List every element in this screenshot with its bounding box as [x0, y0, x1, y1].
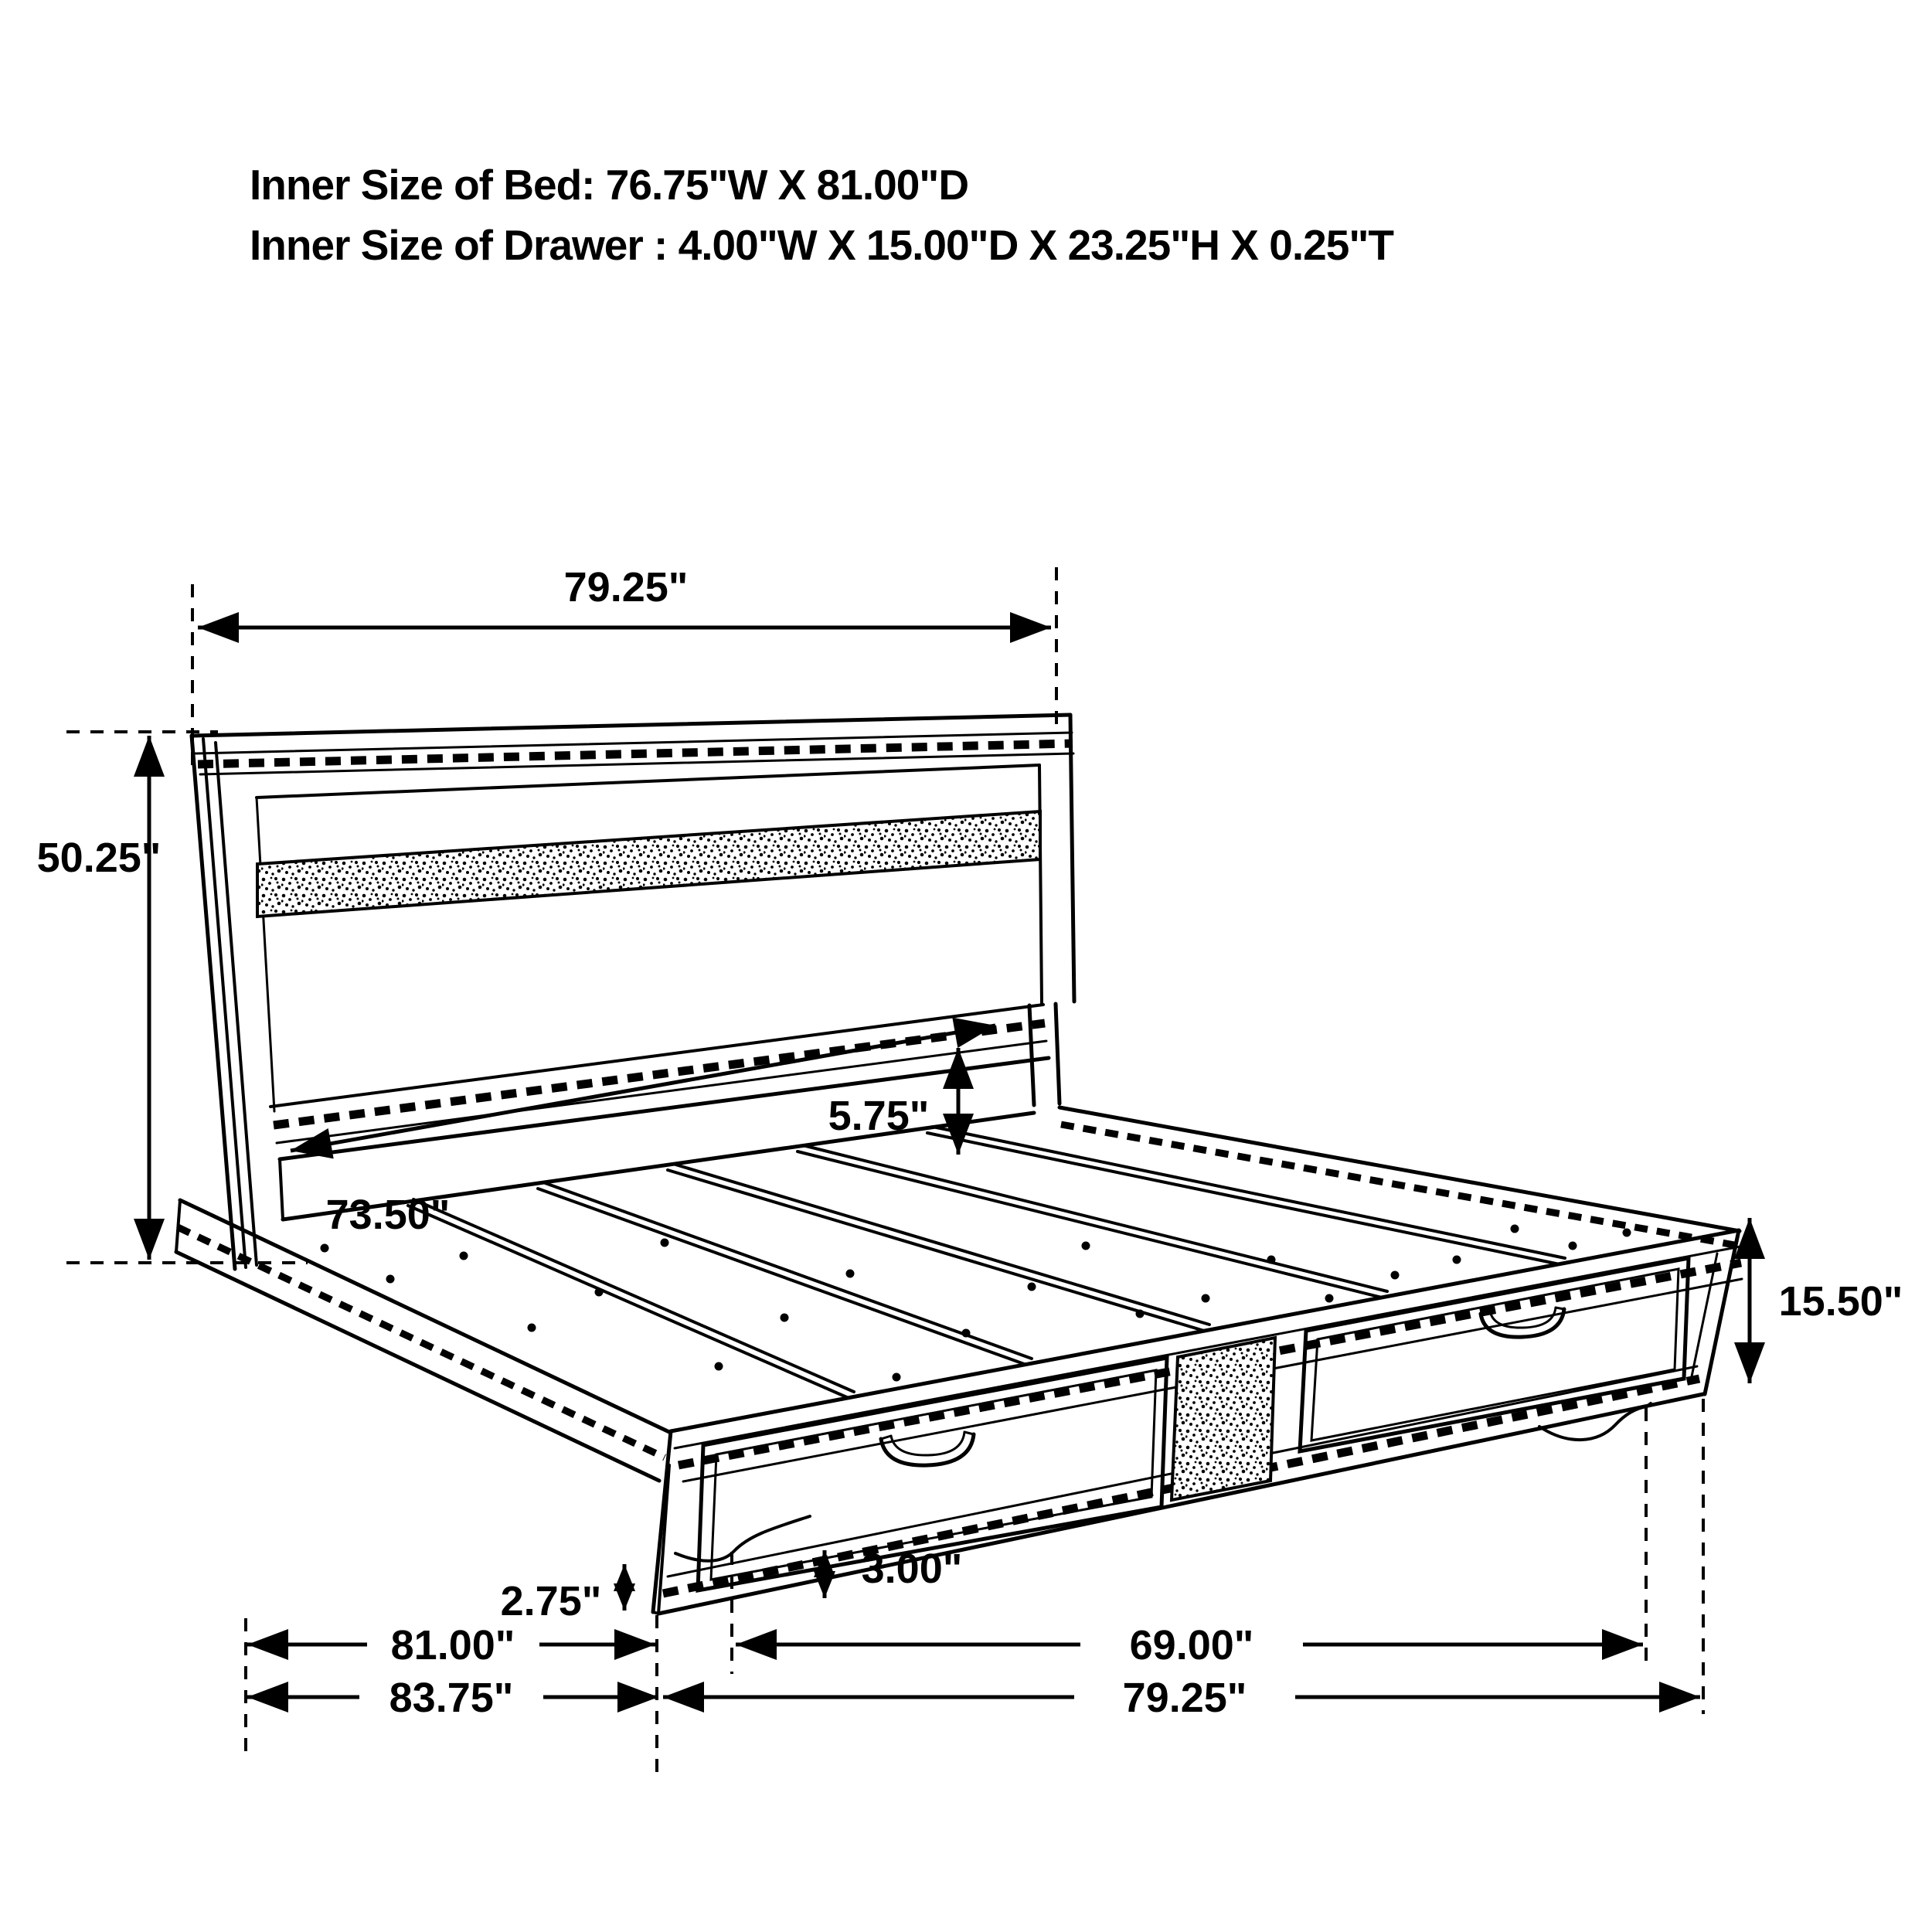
right-side-rail-top [1060, 1107, 1740, 1231]
right-bracket-foot [1539, 1403, 1651, 1440]
dim-label-footboard-height: 15.50" [1778, 1278, 1903, 1325]
dim-label-outer-width: 79.25" [1122, 1675, 1247, 1721]
front-left-leg [653, 1612, 658, 1614]
dim-footboard-height [1750, 1218, 1903, 1383]
dim-headboard-width [198, 564, 1051, 628]
dim-outer-depth [247, 1675, 658, 1721]
dim-rail-clearance [501, 1564, 624, 1624]
title-block [250, 161, 1393, 269]
left-bracket-foot [675, 1516, 810, 1561]
footboard-right-edge [1705, 1230, 1739, 1394]
headboard-top-molding [198, 743, 1073, 764]
headboard-right-leg [1029, 1005, 1034, 1105]
title-line-2: Inner Size of Drawer : 4.00"W X 15.00"D X 23.25"H X 0.25"T [250, 221, 1393, 269]
left-drawer-handle [881, 1432, 974, 1465]
dim-drawer-span [736, 1622, 1643, 1668]
dim-label-outer-depth: 83.75" [389, 1675, 514, 1721]
dim-label-headboard-height: 50.25" [36, 835, 162, 881]
dim-label-rail-clearance: 2.75" [500, 1578, 602, 1624]
dim-label-inner-depth: 81.00" [390, 1622, 515, 1668]
headboard-sparkle-strip [257, 811, 1040, 917]
left-side-rail-molding [178, 1227, 665, 1458]
dim-headboard-height [37, 736, 162, 1260]
dim-rail-height [828, 1048, 958, 1155]
right-side-rail-molding [1061, 1124, 1739, 1246]
dim-label-drawer-span: 69.00" [1129, 1622, 1254, 1668]
headboard-top-edge [192, 715, 1070, 736]
footboard-sparkle-panel [1172, 1338, 1275, 1500]
headboard-right-frame [1070, 715, 1074, 1002]
dim-label-rail-height: 5.75" [828, 1093, 930, 1139]
headboard [192, 715, 1074, 1269]
dim-label-inner-width: 73.50" [325, 1192, 451, 1238]
left-side-rail-bottom [176, 1252, 659, 1481]
dim-inner-depth [247, 1622, 655, 1668]
dim-label-foot-height: 3.00" [861, 1546, 963, 1592]
dim-outer-width [663, 1675, 1700, 1721]
title-line-1: Inner Size of Bed: 76.75"W X 81.00"D [250, 161, 969, 209]
headboard-left-frame [192, 736, 235, 1269]
dim-label-headboard-width: 79.25" [563, 564, 689, 611]
